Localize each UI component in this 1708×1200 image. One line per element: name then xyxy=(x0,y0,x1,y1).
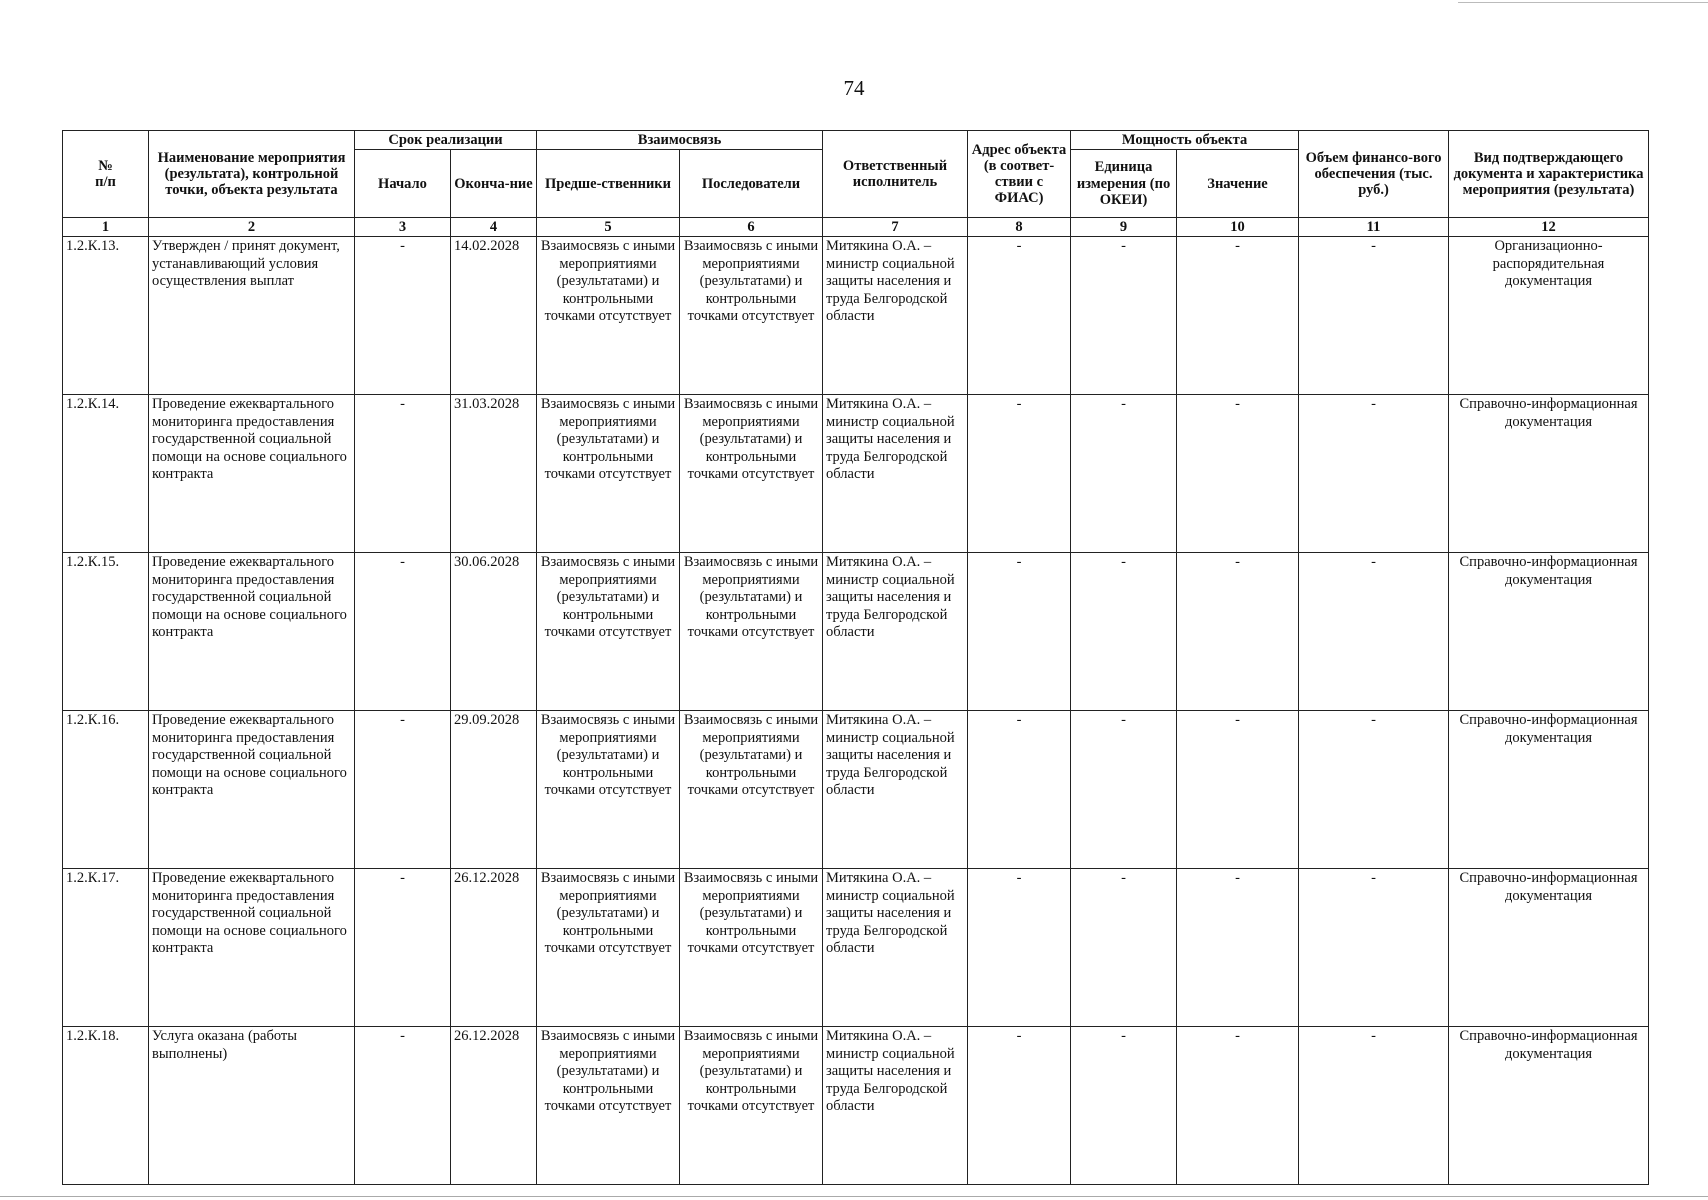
column-number-row xyxy=(63,218,1649,237)
column-number: 8 xyxy=(968,218,1071,237)
table-row xyxy=(63,395,1649,553)
row-value: - xyxy=(1177,711,1299,869)
header-value: Значение xyxy=(1177,150,1299,218)
header-end: Оконча-ние xyxy=(451,150,537,218)
row-start: - xyxy=(355,711,451,869)
header-capacity: Мощность объекта xyxy=(1071,131,1299,150)
row-finance: - xyxy=(1299,869,1449,1027)
row-finance: - xyxy=(1299,1027,1449,1185)
row-value: - xyxy=(1177,1027,1299,1185)
plan-table xyxy=(62,130,1649,1185)
row-end: 26.12.2028 xyxy=(451,869,537,1027)
row-predecessors: Взаимосвязь с иными мероприятиями (результатами) и контрольными точками отсутствует xyxy=(537,553,680,711)
row-doc-type: Справочно-информационная документация xyxy=(1449,553,1649,711)
row-finance: - xyxy=(1299,711,1449,869)
row-responsible: Митякина О.А. – министр социальной защиты населения и труда Белгородской области xyxy=(823,553,968,711)
table-row xyxy=(63,869,1649,1027)
row-value: - xyxy=(1177,553,1299,711)
row-doc-type: Организационно-распорядительная документация xyxy=(1449,237,1649,395)
row-doc-type: Справочно-информационная документация xyxy=(1449,395,1649,553)
row-finance: - xyxy=(1299,395,1449,553)
row-start: - xyxy=(355,869,451,1027)
row-predecessors: Взаимосвязь с иными мероприятиями (результатами) и контрольными точками отсутствует xyxy=(537,395,680,553)
row-successors: Взаимосвязь с иными мероприятиями (результатами) и контрольными точками отсутствует xyxy=(680,711,823,869)
row-responsible: Митякина О.А. – министр социальной защиты населения и труда Белгородской области xyxy=(823,1027,968,1185)
table-row xyxy=(63,711,1649,869)
row-responsible: Митякина О.А. – министр социальной защиты населения и труда Белгородской области xyxy=(823,395,968,553)
column-number: 10 xyxy=(1177,218,1299,237)
row-value: - xyxy=(1177,869,1299,1027)
row-finance: - xyxy=(1299,237,1449,395)
row-name: Проведение ежеквартального мониторинга предоставления государственной социальной помощи на основе социального контракта xyxy=(149,553,355,711)
row-start: - xyxy=(355,237,451,395)
row-unit: - xyxy=(1071,237,1177,395)
row-successors: Взаимосвязь с иными мероприятиями (результатами) и контрольными точками отсутствует xyxy=(680,1027,823,1185)
row-unit: - xyxy=(1071,711,1177,869)
row-end: 31.03.2028 xyxy=(451,395,537,553)
header-period: Срок реализации xyxy=(355,131,537,150)
row-predecessors: Взаимосвязь с иными мероприятиями (результатами) и контрольными точками отсутствует xyxy=(537,1027,680,1185)
row-unit: - xyxy=(1071,553,1177,711)
row-address: - xyxy=(968,711,1071,869)
row-address: - xyxy=(968,1027,1071,1185)
row-successors: Взаимосвязь с иными мероприятиями (результатами) и контрольными точками отсутствует xyxy=(680,553,823,711)
row-address: - xyxy=(968,869,1071,1027)
column-number: 12 xyxy=(1449,218,1649,237)
row-successors: Взаимосвязь с иными мероприятиями (результатами) и контрольными точками отсутствует xyxy=(680,237,823,395)
table-row xyxy=(63,553,1649,711)
row-name: Проведение ежеквартального мониторинга предоставления государственной социальной помощи на основе социального контракта xyxy=(149,395,355,553)
row-name: Услуга оказана (работы выполнены) xyxy=(149,1027,355,1185)
row-address: - xyxy=(968,553,1071,711)
row-name: Утвержден / принят документ, устанавливающий условия осуществления выплат xyxy=(149,237,355,395)
table-row xyxy=(63,1027,1649,1185)
column-number: 6 xyxy=(680,218,823,237)
page-number: 74 xyxy=(843,76,865,100)
column-number: 4 xyxy=(451,218,537,237)
header-finance: Объем финансо-вого обеспечения (тыс. руб.) xyxy=(1299,131,1449,218)
row-doc-type: Справочно-информационная документация xyxy=(1449,711,1649,869)
table-row xyxy=(63,237,1649,395)
row-name: Проведение ежеквартального мониторинга предоставления государственной социальной помощи на основе социального контракта xyxy=(149,869,355,1027)
row-doc-type: Справочно-информационная документация xyxy=(1449,1027,1649,1185)
column-number: 1 xyxy=(63,218,149,237)
row-id: 1.2.К.17. xyxy=(63,869,149,1027)
row-responsible: Митякина О.А. – министр социальной защиты населения и труда Белгородской области xyxy=(823,869,968,1027)
header-responsible: Ответственный исполнитель xyxy=(823,131,968,218)
row-predecessors: Взаимосвязь с иными мероприятиями (результатами) и контрольными точками отсутствует xyxy=(537,869,680,1027)
row-successors: Взаимосвязь с иными мероприятиями (результатами) и контрольными точками отсутствует xyxy=(680,395,823,553)
row-start: - xyxy=(355,1027,451,1185)
row-value: - xyxy=(1177,395,1299,553)
row-address: - xyxy=(968,237,1071,395)
row-end: 29.09.2028 xyxy=(451,711,537,869)
row-responsible: Митякина О.А. – министр социальной защиты населения и труда Белгородской области xyxy=(823,237,968,395)
row-id: 1.2.К.14. xyxy=(63,395,149,553)
row-predecessors: Взаимосвязь с иными мероприятиями (результатами) и контрольными точками отсутствует xyxy=(537,711,680,869)
column-number: 9 xyxy=(1071,218,1177,237)
row-end: 14.02.2028 xyxy=(451,237,537,395)
scan-edge-line xyxy=(1458,2,1708,3)
column-number: 11 xyxy=(1299,218,1449,237)
header-successors: Последователи xyxy=(680,150,823,218)
row-finance: - xyxy=(1299,553,1449,711)
row-id: 1.2.К.13. xyxy=(63,237,149,395)
row-name: Проведение ежеквартального мониторинга предоставления государственной социальной помощи на основе социального контракта xyxy=(149,711,355,869)
row-predecessors: Взаимосвязь с иными мероприятиями (результатами) и контрольными точками отсутствует xyxy=(537,237,680,395)
header-address: Адрес объекта (в соответ-ствии с ФИАС) xyxy=(968,131,1071,218)
header-predecessors: Предше-ственники xyxy=(537,150,680,218)
row-address: - xyxy=(968,395,1071,553)
column-number: 7 xyxy=(823,218,968,237)
row-doc-type: Справочно-информационная документация xyxy=(1449,869,1649,1027)
column-number: 5 xyxy=(537,218,680,237)
header-name: Наименование мероприятия (результата), контрольной точки, объекта результата xyxy=(149,131,355,218)
header-relation: Взаимосвязь xyxy=(537,131,823,150)
row-id: 1.2.К.16. xyxy=(63,711,149,869)
row-responsible: Митякина О.А. – министр социальной защиты населения и труда Белгородской области xyxy=(823,711,968,869)
row-unit: - xyxy=(1071,395,1177,553)
row-value: - xyxy=(1177,237,1299,395)
header-start: Начало xyxy=(355,150,451,218)
row-successors: Взаимосвязь с иными мероприятиями (результатами) и контрольными точками отсутствует xyxy=(680,869,823,1027)
column-number: 2 xyxy=(149,218,355,237)
header-unit: Единица измерения (по ОКЕИ) xyxy=(1071,150,1177,218)
scan-edge-line xyxy=(0,1196,1708,1197)
header-row-1 xyxy=(63,131,1649,150)
row-id: 1.2.К.18. xyxy=(63,1027,149,1185)
row-start: - xyxy=(355,395,451,553)
row-end: 30.06.2028 xyxy=(451,553,537,711)
row-unit: - xyxy=(1071,869,1177,1027)
header-doc-type: Вид подтверждающего документа и характеристика мероприятия (результата) xyxy=(1449,131,1649,218)
row-end: 26.12.2028 xyxy=(451,1027,537,1185)
column-number: 3 xyxy=(355,218,451,237)
row-start: - xyxy=(355,553,451,711)
header-num: № п/п xyxy=(63,131,149,218)
row-id: 1.2.К.15. xyxy=(63,553,149,711)
row-unit: - xyxy=(1071,1027,1177,1185)
